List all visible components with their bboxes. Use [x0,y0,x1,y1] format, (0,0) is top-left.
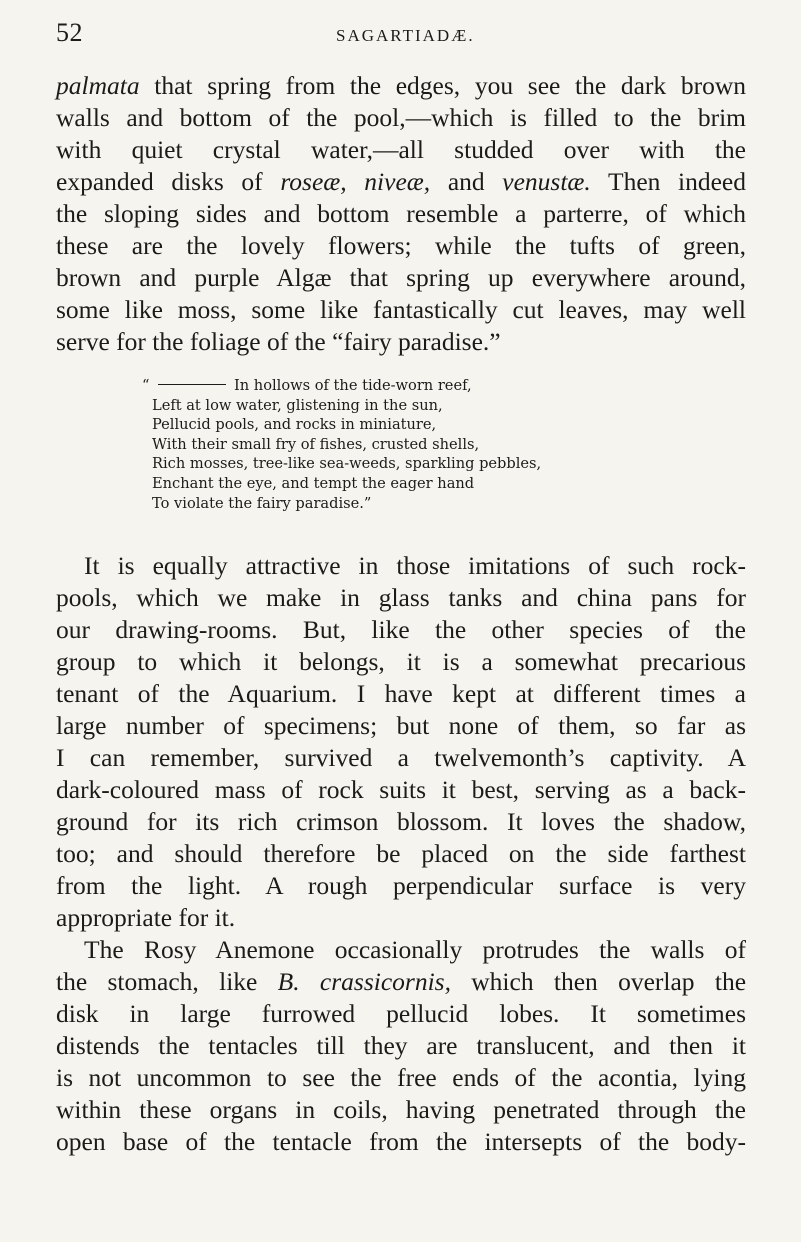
text-line: tenant of the Aquarium. I have kept at different times a [56,679,746,708]
text-line: brown and purple Algæ that spring up everywhere around, [56,263,746,292]
verse-quotation [142,376,672,513]
text-line: our drawing-rooms. But, like the other species of the [56,615,746,644]
text-line: too; and should therefore be placed on the side farthest [56,839,746,868]
text-line: The Rosy Anemone occasionally protrudes the walls of [84,935,746,964]
text-line: palmata that spring from the edges, you see the dark brown [56,71,746,100]
text-line: pools, which we make in glass tanks and china pans for [56,583,746,612]
italic-term: roseæ, niveæ, [280,167,431,196]
quote-first-line: In hollows of the tide-worn reef, [234,377,472,394]
text-line: is not uncommon to see the free ends of the acontia, lying [56,1063,746,1092]
text-line: I can remember, survived a twelvemonth’s captivity. A [56,743,746,772]
quote-line: To violate the fairy paradise.” [152,494,372,512]
text-line: from the light. A rough perpendicular surface is very [56,871,746,900]
text-line: the stomach, like B. crassicornis, which then overlap the [56,967,747,996]
quote-open-mark: “ [142,377,150,394]
text-line: these are the lovely flowers; while the tufts of green, [56,231,746,260]
text-line: expanded disks of roseæ, niveæ, and venustæ. Then indeed [56,167,746,196]
text-line: some like moss, some like fantastically cut leaves, may well [56,295,746,324]
text-line: distends the tentacles till they are translucent, and then it [56,1031,746,1060]
italic-term: palmata [56,71,140,100]
quote-line: Enchant the eye, and tempt the eager hand [152,474,475,492]
text-line: disk in large furrowed pellucid lobes. It sometimes [56,999,746,1028]
paragraph-body [56,550,746,1158]
running-title: SAGARTIADÆ. [336,26,475,45]
text-line: walls and bottom of the pool,—which is filled to the brim [56,103,746,132]
page-number: 52 [56,18,83,47]
text-line: serve for the foliage of the “fairy paradise.” [56,327,501,356]
text-line: the sloping sides and bottom resemble a parterre, of which [56,199,746,228]
text-line: open base of the tentacle from the intersepts of the body- [56,1127,746,1156]
text-line: group to which it belongs, it is a somewhat precarious [56,647,746,676]
quote-dash [158,384,226,385]
text-line: appropriate for it. [56,903,236,932]
text-line: large number of specimens; but none of them, so far as [56,711,746,740]
quote-line: Rich mosses, tree-like sea-weeds, sparkling pebbles, [152,455,542,473]
running-head [56,18,745,50]
text-line: It is equally attractive in those imitations of such rock- [84,551,746,580]
quote-line: Left at low water, glistening in the sun, [152,396,443,414]
paragraph-continued [56,70,746,358]
quote-line: Pellucid pools, and rocks in miniature, [152,416,437,434]
text-line: dark-coloured mass of rock suits it best, serving as a back- [56,775,746,804]
quote-lines [152,396,672,514]
quote-line [142,376,672,396]
text-line: with quiet crystal water,—all studded over with the [56,135,746,164]
text-line: within these organs in coils, having penetrated through the [56,1095,746,1124]
italic-term: B. crassicornis, [277,967,451,996]
text-line: ground for its rich crimson blossom. It loves the shadow, [56,807,746,836]
italic-term: venustæ. [502,167,591,196]
quote-line: With their small fry of fishes, crusted shells, [152,435,480,453]
